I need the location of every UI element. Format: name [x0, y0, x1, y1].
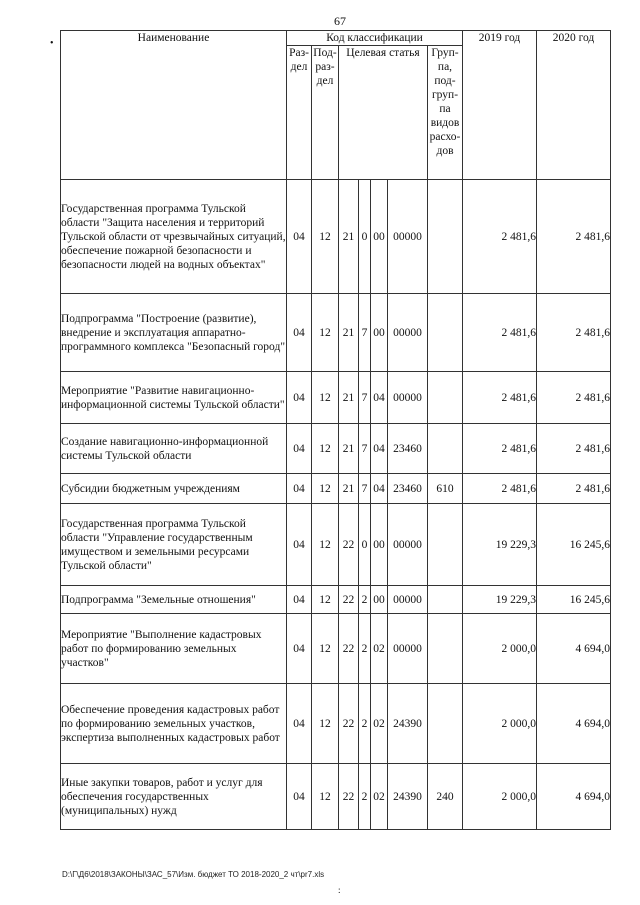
header-code: Код классификации	[287, 31, 463, 46]
row-target-event: 02	[371, 684, 388, 764]
row-target-program: 21	[339, 294, 359, 372]
row-target-direction: 23460	[388, 474, 428, 504]
row-target-program: 21	[339, 180, 359, 294]
header-razdel: Раз-дел	[287, 46, 312, 180]
row-target-event: 00	[371, 504, 388, 586]
row-target-direction: 00000	[388, 586, 428, 614]
row-target-subprogram: 0	[359, 504, 371, 586]
row-target-subprogram: 7	[359, 474, 371, 504]
table-row	[61, 474, 611, 504]
row-name: Подпрограмма "Построение (развитие), внедрение и эксплуатация аппаратно-программного комплекса "Безопасный город"	[61, 294, 287, 372]
row-amount-2019: 2 000,0	[463, 764, 537, 830]
row-razdel: 04	[287, 684, 312, 764]
row-target-direction: 24390	[388, 684, 428, 764]
row-target-program: 21	[339, 474, 359, 504]
row-amount-2020: 2 481,6	[537, 474, 611, 504]
row-podrazdel: 12	[312, 180, 339, 294]
row-podrazdel: 12	[312, 684, 339, 764]
row-name: Подпрограмма "Земельные отношения"	[61, 586, 287, 614]
row-amount-2019: 2 000,0	[463, 684, 537, 764]
row-expense-group	[428, 684, 463, 764]
row-target-program: 21	[339, 424, 359, 474]
row-podrazdel: 12	[312, 372, 339, 424]
row-amount-2019: 19 229,3	[463, 504, 537, 586]
row-expense-group: 610	[428, 474, 463, 504]
row-razdel: 04	[287, 294, 312, 372]
row-target-program: 22	[339, 764, 359, 830]
row-target-direction: 00000	[388, 372, 428, 424]
row-expense-group	[428, 586, 463, 614]
row-expense-group	[428, 614, 463, 684]
row-target-direction: 24390	[388, 764, 428, 830]
row-target-event: 02	[371, 614, 388, 684]
row-target-direction: 00000	[388, 180, 428, 294]
row-target-direction: 00000	[388, 614, 428, 684]
row-amount-2019: 2 481,6	[463, 474, 537, 504]
row-name: Мероприятие "Выполнение кадастровых работ по формированию земельных участков"	[61, 614, 287, 684]
row-expense-group	[428, 372, 463, 424]
row-podrazdel: 12	[312, 504, 339, 586]
row-name: Обеспечение проведения кадастровых работ по формированию земельных участков, экспертиза выполненных кадастровых работ	[61, 684, 287, 764]
row-name: Государственная программа Тульской области "Защита населения и территорий Тульской области от чрезвычайных ситуаций, обеспечение пожарной безопасности и безопасности людей на водных объектах"	[61, 180, 287, 294]
row-razdel: 04	[287, 764, 312, 830]
header-expense-group: Груп-па, под-груп-па видов расхо-дов	[428, 46, 463, 180]
row-expense-group	[428, 424, 463, 474]
row-expense-group: 240	[428, 764, 463, 830]
row-amount-2019: 2 481,6	[463, 372, 537, 424]
table-row	[61, 372, 611, 424]
row-amount-2020: 2 481,6	[537, 294, 611, 372]
row-name: Субсидии бюджетным учреждениям	[61, 474, 287, 504]
row-amount-2020: 4 694,0	[537, 764, 611, 830]
row-target-event: 00	[371, 294, 388, 372]
row-podrazdel: 12	[312, 614, 339, 684]
page-number: 67	[334, 14, 346, 28]
row-amount-2019: 2 481,6	[463, 424, 537, 474]
row-target-subprogram: 7	[359, 372, 371, 424]
row-target-direction: 23460	[388, 424, 428, 474]
header-year-2020: 2020 год	[537, 31, 611, 180]
header-year-2019: 2019 год	[463, 31, 537, 180]
table-row	[61, 764, 611, 830]
row-podrazdel: 12	[312, 294, 339, 372]
row-amount-2019: 2 481,6	[463, 294, 537, 372]
table-row	[61, 614, 611, 684]
row-expense-group	[428, 294, 463, 372]
row-razdel: 04	[287, 504, 312, 586]
row-expense-group	[428, 180, 463, 294]
row-target-event: 04	[371, 424, 388, 474]
row-name: Создание навигационно-информационной системы Тульской области	[61, 424, 287, 474]
row-target-event: 00	[371, 180, 388, 294]
header-podrazdel: Под-раз-дел	[312, 46, 339, 180]
row-target-subprogram: 2	[359, 586, 371, 614]
row-amount-2019: 2 000,0	[463, 614, 537, 684]
table-row	[61, 586, 611, 614]
row-target-subprogram: 7	[359, 294, 371, 372]
row-name: Иные закупки товаров, работ и услуг для обеспечения государственных (муниципальных) нужд	[61, 764, 287, 830]
row-target-event: 02	[371, 764, 388, 830]
row-razdel: 04	[287, 372, 312, 424]
row-target-subprogram: 2	[359, 764, 371, 830]
row-amount-2020: 4 694,0	[537, 614, 611, 684]
row-target-subprogram: 2	[359, 614, 371, 684]
row-amount-2020: 2 481,6	[537, 180, 611, 294]
header-name: Наименование	[61, 31, 287, 180]
row-target-program: 21	[339, 372, 359, 424]
margin-mark: •	[50, 38, 54, 49]
row-target-program: 22	[339, 684, 359, 764]
row-target-direction: 00000	[388, 504, 428, 586]
row-amount-2020: 16 245,6	[537, 586, 611, 614]
table-row	[61, 504, 611, 586]
footer-file-path: D:\Г\Д6\2018\ЗАКОНЫ\ЗАС_57\Изм. бюджет ТО 2018-2020_2 чт\pr7.xls	[62, 870, 325, 879]
row-razdel: 04	[287, 614, 312, 684]
row-amount-2020: 2 481,6	[537, 372, 611, 424]
table-row	[61, 684, 611, 764]
table-row	[61, 424, 611, 474]
table-row	[61, 180, 611, 294]
row-target-program: 22	[339, 586, 359, 614]
budget-table	[60, 30, 611, 830]
row-amount-2019: 2 481,6	[463, 180, 537, 294]
row-amount-2019: 19 229,3	[463, 586, 537, 614]
table-body	[61, 180, 611, 830]
row-razdel: 04	[287, 586, 312, 614]
row-amount-2020: 4 694,0	[537, 684, 611, 764]
bottom-mark: :	[338, 885, 341, 895]
row-name: Государственная программа Тульской области "Управление государственным имуществом и земельными ресурсами Тульской области"	[61, 504, 287, 586]
row-target-program: 22	[339, 614, 359, 684]
row-podrazdel: 12	[312, 586, 339, 614]
row-target-subprogram: 2	[359, 684, 371, 764]
row-podrazdel: 12	[312, 474, 339, 504]
row-podrazdel: 12	[312, 424, 339, 474]
row-amount-2020: 2 481,6	[537, 424, 611, 474]
row-target-event: 04	[371, 474, 388, 504]
row-target-program: 22	[339, 504, 359, 586]
row-razdel: 04	[287, 180, 312, 294]
row-podrazdel: 12	[312, 764, 339, 830]
row-target-subprogram: 0	[359, 180, 371, 294]
row-target-event: 04	[371, 372, 388, 424]
row-amount-2020: 16 245,6	[537, 504, 611, 586]
row-name: Мероприятие "Развитие навигационно-информационной системы Тульской области"	[61, 372, 287, 424]
row-razdel: 04	[287, 474, 312, 504]
header-target-article: Целевая статья	[339, 46, 428, 180]
table-row	[61, 294, 611, 372]
row-razdel: 04	[287, 424, 312, 474]
row-target-event: 00	[371, 586, 388, 614]
row-target-direction: 00000	[388, 294, 428, 372]
row-target-subprogram: 7	[359, 424, 371, 474]
row-expense-group	[428, 504, 463, 586]
